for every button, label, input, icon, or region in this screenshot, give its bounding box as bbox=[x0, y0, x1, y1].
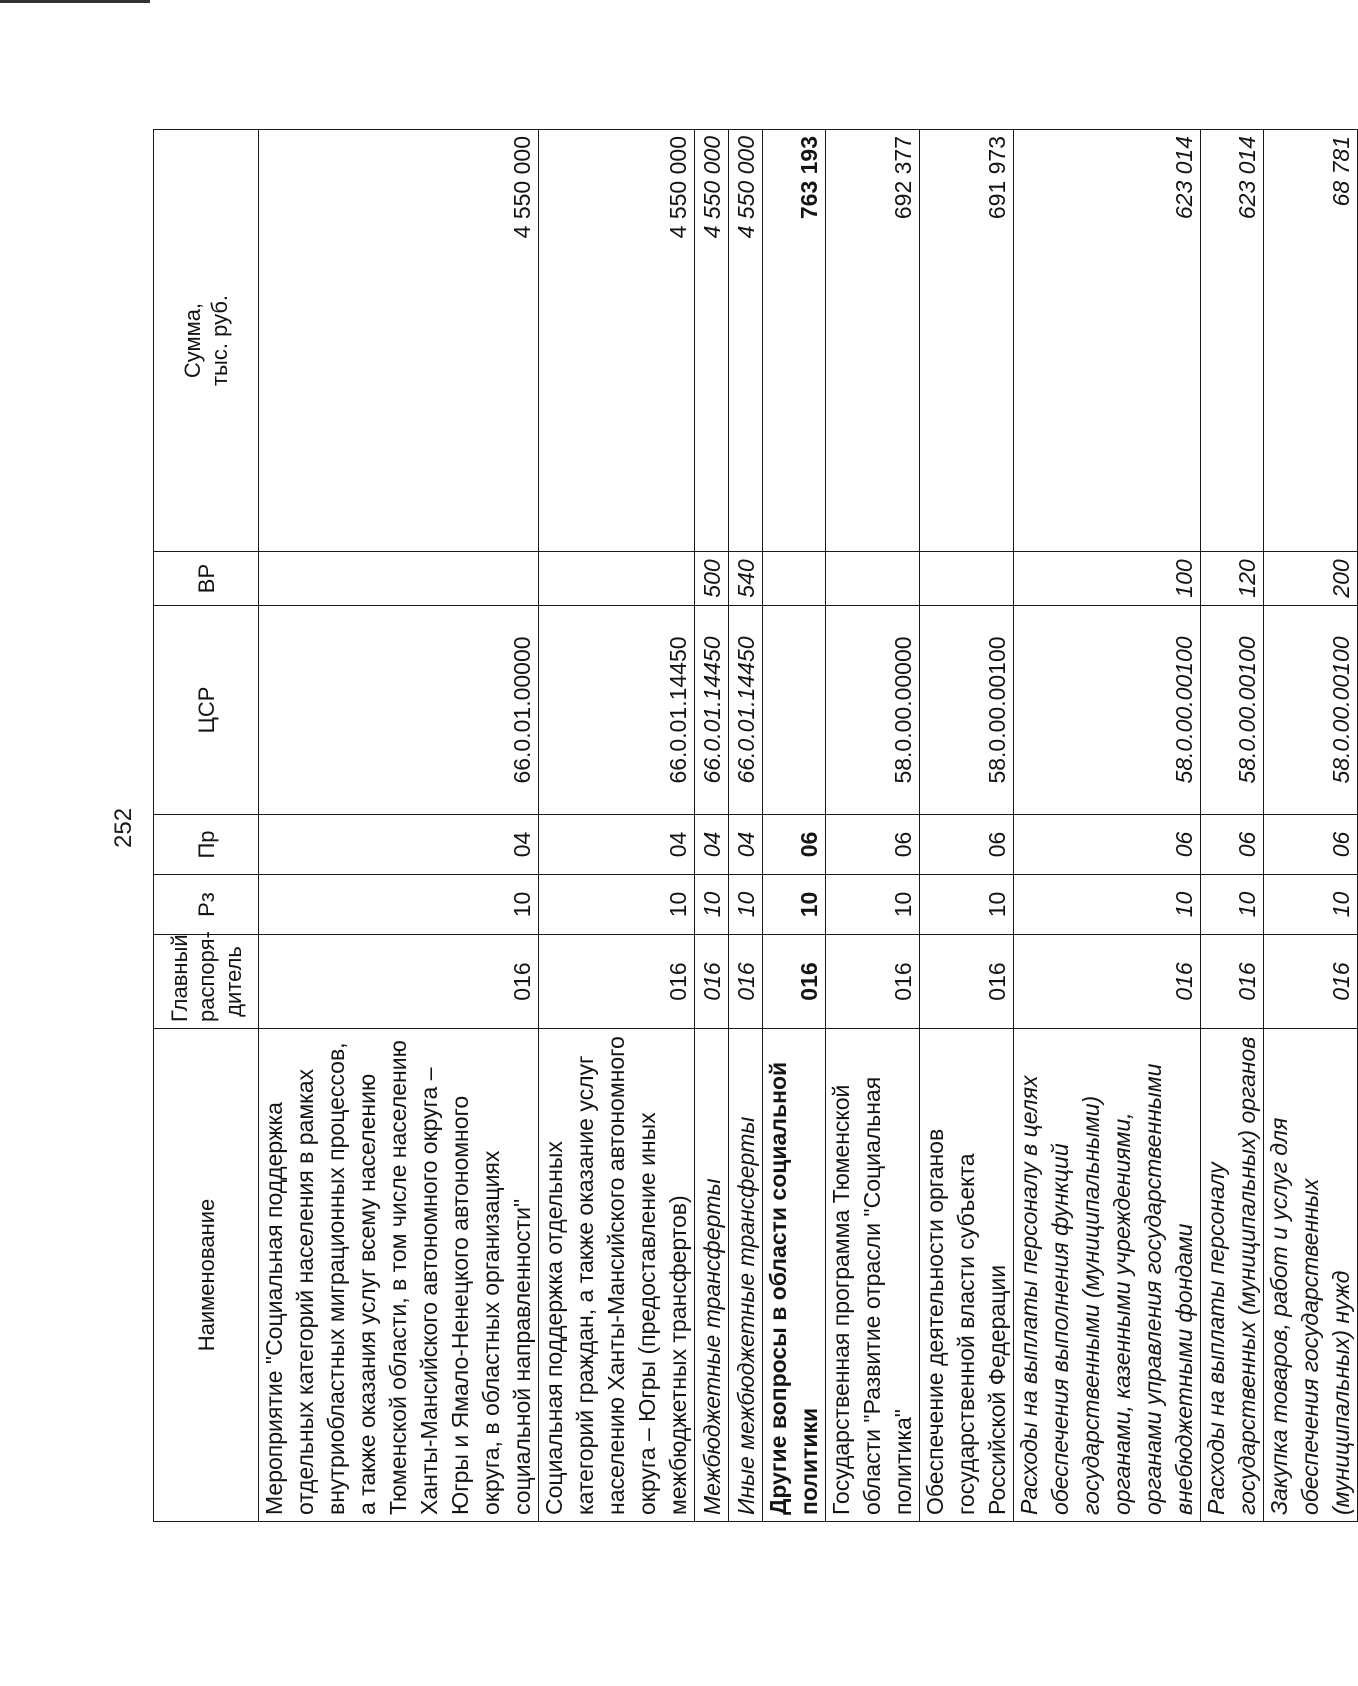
row-name: Государственная программа Тюменской области "Развитие отрасли "Социальная политика" bbox=[826, 1029, 920, 1522]
row-vr: 120 bbox=[1201, 552, 1264, 606]
row-csr: 66.0.01.14450 bbox=[729, 606, 763, 815]
row-sum: 4 550 000 bbox=[695, 130, 729, 552]
header-sum bbox=[154, 130, 259, 552]
row-grbs: 016 bbox=[729, 935, 763, 1029]
header-vr: ВР bbox=[154, 552, 259, 606]
row-pr: 06 bbox=[826, 815, 920, 875]
table-row bbox=[1264, 130, 1358, 1522]
row-name: Расходы на выплаты персоналу государственных (муниципальных) органов bbox=[1201, 1029, 1264, 1522]
header-grbs-line: дитель bbox=[220, 946, 246, 1017]
row-csr: 66.0.01.14450 bbox=[695, 606, 729, 815]
row-name: Межбюджетные трансферты bbox=[695, 1029, 729, 1522]
row-grbs: 016 bbox=[1201, 935, 1264, 1029]
row-rz: 10 bbox=[920, 875, 1014, 935]
row-grbs: 016 bbox=[1264, 935, 1358, 1029]
row-vr: 540 bbox=[729, 552, 763, 606]
row-pr: 06 bbox=[920, 815, 1014, 875]
row-rz: 10 bbox=[539, 875, 695, 935]
row-csr: 58.0.00.00100 bbox=[1014, 606, 1201, 815]
header-sum-line: Сумма, bbox=[180, 302, 205, 379]
row-csr: 58.0.00.00100 bbox=[1201, 606, 1264, 815]
row-sum: 623 014 bbox=[1014, 130, 1201, 552]
row-name: Расходы на выплаты персоналу в целях обеспечения выполнения функций государственными (муниципальными) органами, казенными учреждениями, органами управления государственными внебюджетными фондами bbox=[1014, 1029, 1201, 1522]
row-grbs: 016 bbox=[763, 935, 826, 1029]
row-sum: 623 014 bbox=[1201, 130, 1264, 552]
row-csr: 58.0.00.00000 bbox=[826, 606, 920, 815]
row-rz: 10 bbox=[1264, 875, 1358, 935]
row-name: Обеспечение деятельности органов государственной власти субъекта Российской Федерации bbox=[920, 1029, 1014, 1522]
table-row bbox=[920, 130, 1014, 1522]
row-grbs: 016 bbox=[1014, 935, 1201, 1029]
row-vr bbox=[920, 552, 1014, 606]
row-pr: 04 bbox=[695, 815, 729, 875]
row-csr: 58.0.00.00100 bbox=[1264, 606, 1358, 815]
table-row bbox=[695, 130, 729, 1522]
table-row bbox=[763, 130, 826, 1522]
header-grbs bbox=[154, 931, 259, 1029]
row-name: Социальная поддержка отдельных категорий граждан, а также оказание услуг населению Ханты-Мансийского автономного округа – Югры (предоставление иных межбюджетных трансфертов) bbox=[539, 1029, 695, 1522]
table-row bbox=[539, 130, 695, 1522]
table-row bbox=[259, 130, 539, 1522]
row-vr bbox=[826, 552, 920, 606]
row-vr: 200 bbox=[1264, 552, 1358, 606]
row-vr: 100 bbox=[1014, 552, 1201, 606]
row-pr: 06 bbox=[1201, 815, 1264, 875]
row-vr bbox=[763, 552, 826, 606]
row-rz: 10 bbox=[695, 875, 729, 935]
row-name: Другие вопросы в области социальной политики bbox=[763, 1029, 826, 1522]
row-grbs: 016 bbox=[259, 935, 539, 1029]
row-pr: 06 bbox=[1014, 815, 1201, 875]
row-sum: 68 781 bbox=[1264, 130, 1358, 552]
row-grbs: 016 bbox=[920, 935, 1014, 1029]
header-pr: Пр bbox=[154, 815, 259, 875]
row-vr bbox=[539, 552, 695, 606]
table-body bbox=[259, 130, 1358, 1522]
row-sum: 763 193 bbox=[763, 130, 826, 552]
header-name: Наименование bbox=[154, 1029, 259, 1522]
header-grbs-line: распоря- bbox=[193, 931, 219, 1022]
row-rz: 10 bbox=[826, 875, 920, 935]
row-vr: 500 bbox=[695, 552, 729, 606]
page-number: 252 bbox=[110, 807, 137, 848]
table-row bbox=[1014, 130, 1201, 1522]
row-vr bbox=[259, 552, 539, 606]
row-grbs: 016 bbox=[539, 935, 695, 1029]
row-csr bbox=[763, 606, 826, 815]
row-pr: 04 bbox=[539, 815, 695, 875]
row-pr: 06 bbox=[1264, 815, 1358, 875]
row-rz: 10 bbox=[729, 875, 763, 935]
row-rz: 10 bbox=[763, 875, 826, 935]
row-sum: 4 550 000 bbox=[729, 130, 763, 552]
row-csr: 66.0.01.00000 bbox=[259, 606, 539, 815]
row-csr: 66.0.01.14450 bbox=[539, 606, 695, 815]
row-pr: 04 bbox=[259, 815, 539, 875]
table-row bbox=[1201, 130, 1264, 1522]
header-csr: ЦСР bbox=[154, 606, 259, 815]
row-name: Закупка товаров, работ и услуг для обеспечения государственных (муниципальных) нужд bbox=[1264, 1029, 1358, 1522]
row-pr: 06 bbox=[763, 815, 826, 875]
row-sum: 4 550 000 bbox=[539, 130, 695, 552]
row-name: Иные межбюджетные трансферты bbox=[729, 1029, 763, 1522]
header-sum-line: тыс. руб. bbox=[207, 294, 232, 387]
table-row bbox=[826, 130, 920, 1522]
row-grbs: 016 bbox=[695, 935, 729, 1029]
table-row bbox=[729, 130, 763, 1522]
row-grbs: 016 bbox=[826, 935, 920, 1029]
row-sum: 692 377 bbox=[826, 130, 920, 552]
table-header-row bbox=[154, 130, 259, 1522]
header-grbs-line: Главный bbox=[166, 934, 192, 1022]
row-csr: 58.0.00.00100 bbox=[920, 606, 1014, 815]
row-pr: 04 bbox=[729, 815, 763, 875]
row-rz: 10 bbox=[259, 875, 539, 935]
row-sum: 691 973 bbox=[920, 130, 1014, 552]
row-name: Мероприятие "Социальная поддержка отдельных категорий населения в рамках внутриобластных миграционных процессов, а также оказания услуг всему населению Тюменской области, в том числе населению Ханты-Мансийского автономного округа – Югры и Ямало-Ненецкого автономного округа, в областных организациях социальной направленности" bbox=[259, 1029, 539, 1522]
row-rz: 10 bbox=[1201, 875, 1264, 935]
budget-table bbox=[153, 129, 1358, 1522]
row-sum: 4 550 000 bbox=[259, 130, 539, 552]
header-rz: Рз bbox=[154, 875, 259, 935]
row-rz: 10 bbox=[1014, 875, 1201, 935]
